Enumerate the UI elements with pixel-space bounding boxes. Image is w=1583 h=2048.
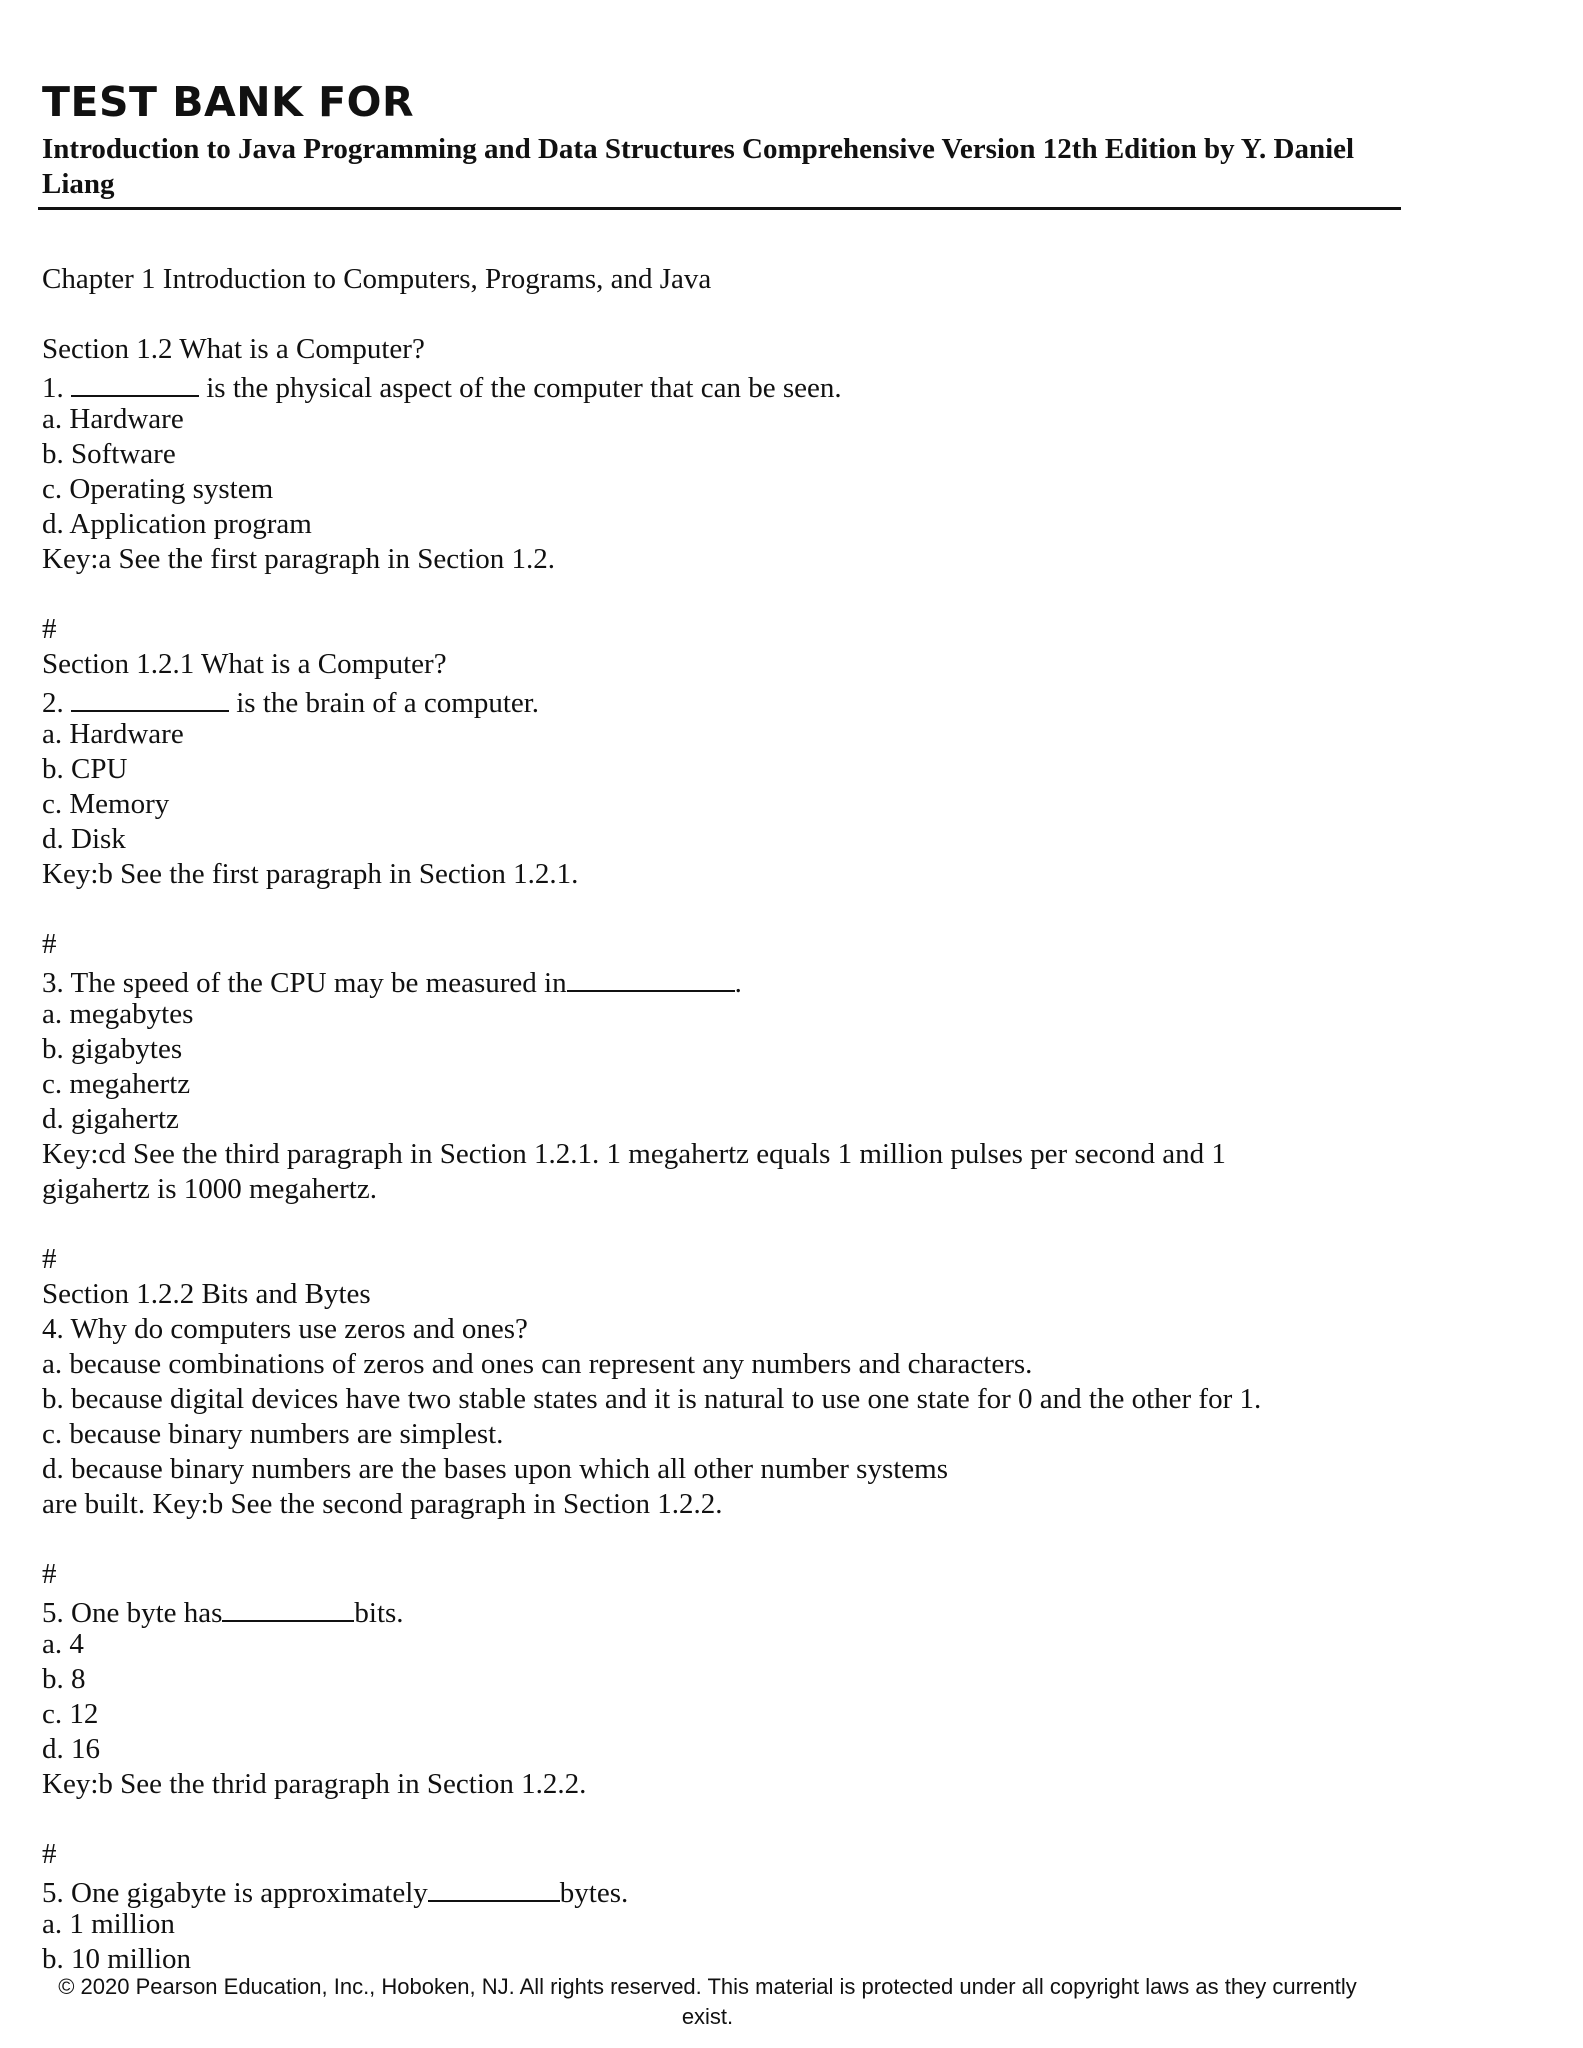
question-stem (42, 1872, 1442, 1907)
answer-option: c. 12 (42, 1698, 99, 1730)
answer-key-continued: gigahertz is 1000 megahertz. (42, 1173, 377, 1205)
answer-key: are built. Key:b See the second paragraph in Section 1.2.2. (42, 1488, 723, 1520)
question-block (42, 962, 1442, 1207)
question-list (42, 262, 1442, 1977)
answer-blank (71, 682, 229, 712)
answer-key: Key:a See the first paragraph in Section 1.2. (42, 543, 555, 575)
stem-text: 3. The speed of the CPU may be measured in (42, 967, 567, 999)
answer-option: a. because combinations of zeros and ones can represent any numbers and characters. (42, 1348, 1033, 1380)
chapter-title: Chapter 1 Introduction to Computers, Programs, and Java (42, 263, 712, 295)
separator: # (42, 1838, 57, 1870)
answer-option: a. 1 million (42, 1908, 175, 1940)
stem-text: bits. (354, 1597, 404, 1629)
question-stem (42, 1592, 1442, 1627)
spacer (42, 1522, 1442, 1557)
separator: # (42, 613, 57, 645)
question-stem: 4. Why do computers use zeros and ones? (42, 1313, 528, 1345)
spacer (42, 1802, 1442, 1837)
stem-text: bytes. (559, 1877, 629, 1909)
question-block (42, 1277, 1442, 1522)
stem-text: 5. One byte has (42, 1597, 223, 1629)
header-rule (38, 207, 1401, 210)
answer-option: d. 16 (42, 1733, 100, 1765)
answer-option: c. Operating system (42, 473, 274, 505)
question-block (42, 1872, 1442, 1977)
spacer (42, 1207, 1442, 1242)
section-heading: Section 1.2.2 Bits and Bytes (42, 1278, 371, 1310)
answer-blank (567, 962, 735, 992)
answer-option: d. Disk (42, 823, 126, 855)
answer-option: a. Hardware (42, 403, 184, 435)
stem-text: is the physical aspect of the computer that can be seen. (199, 372, 842, 404)
separator: # (42, 1558, 57, 1590)
answer-blank (222, 1592, 354, 1622)
answer-key: Key:b See the thrid paragraph in Section 1.2.2. (42, 1768, 587, 1800)
answer-option: b. 8 (42, 1663, 86, 1695)
section-heading: Section 1.2.1 What is a Computer? (42, 648, 447, 680)
separator: # (42, 928, 57, 960)
separator: # (42, 1243, 57, 1275)
answer-blank (71, 367, 199, 397)
answer-blank (428, 1872, 560, 1902)
answer-option: a. Hardware (42, 718, 184, 750)
answer-option: b. gigabytes (42, 1033, 183, 1065)
stem-text: 1. (42, 372, 71, 404)
answer-option: c. because binary numbers are simplest. (42, 1418, 504, 1450)
spacer (42, 892, 1442, 927)
book-title: Introduction to Java Programming and Data Structures Comprehensive Version 12th Edition by Y. Daniel Liang (42, 133, 1355, 200)
answer-key: Key:cd See the third paragraph in Section 1.2.1. 1 megahertz equals 1 million pulses per second and 1 (42, 1138, 1226, 1170)
question-block (42, 1592, 1442, 1802)
question-block (42, 332, 1442, 577)
question-stem (42, 682, 1442, 717)
copyright-line: © 2020 Pearson Education, Inc., Hoboken, NJ. All rights reserved. This material is protected under all copyright laws as they currently (58, 1974, 1357, 1999)
stem-text: 2. (42, 687, 71, 719)
stem-text: is the brain of a computer. (229, 687, 540, 719)
answer-option: d. Application program (42, 508, 312, 540)
answer-option: a. 4 (42, 1628, 84, 1660)
copyright-line: exist. (681, 2004, 734, 2029)
spacer (42, 577, 1442, 612)
answer-option: d. gigahertz (42, 1103, 179, 1135)
answer-option: a. megabytes (42, 998, 194, 1030)
section-heading: Section 1.2 What is a Computer? (42, 333, 425, 365)
answer-option: b. Software (42, 438, 176, 470)
question-block (42, 647, 1442, 892)
copyright-footer (0, 1972, 1415, 2032)
answer-option: c. megahertz (42, 1068, 191, 1100)
answer-option: d. because binary numbers are the bases upon which all other number systems (42, 1453, 948, 1485)
stem-text: . (734, 967, 742, 999)
answer-option: b. because digital devices have two stable states and it is natural to use one state for 0 and the other for 1. (42, 1383, 1262, 1415)
answer-option: c. Memory (42, 788, 170, 820)
answer-option: b. CPU (42, 753, 128, 785)
test-bank-heading: TEST BANK FOR (42, 78, 415, 126)
answer-key: Key:b See the first paragraph in Section 1.2.1. (42, 858, 579, 890)
answer-option: b. 10 million (42, 1943, 192, 1975)
stem-text: 5. One gigabyte is approximately (42, 1877, 428, 1909)
question-stem (42, 962, 1442, 997)
question-stem (42, 367, 1442, 402)
